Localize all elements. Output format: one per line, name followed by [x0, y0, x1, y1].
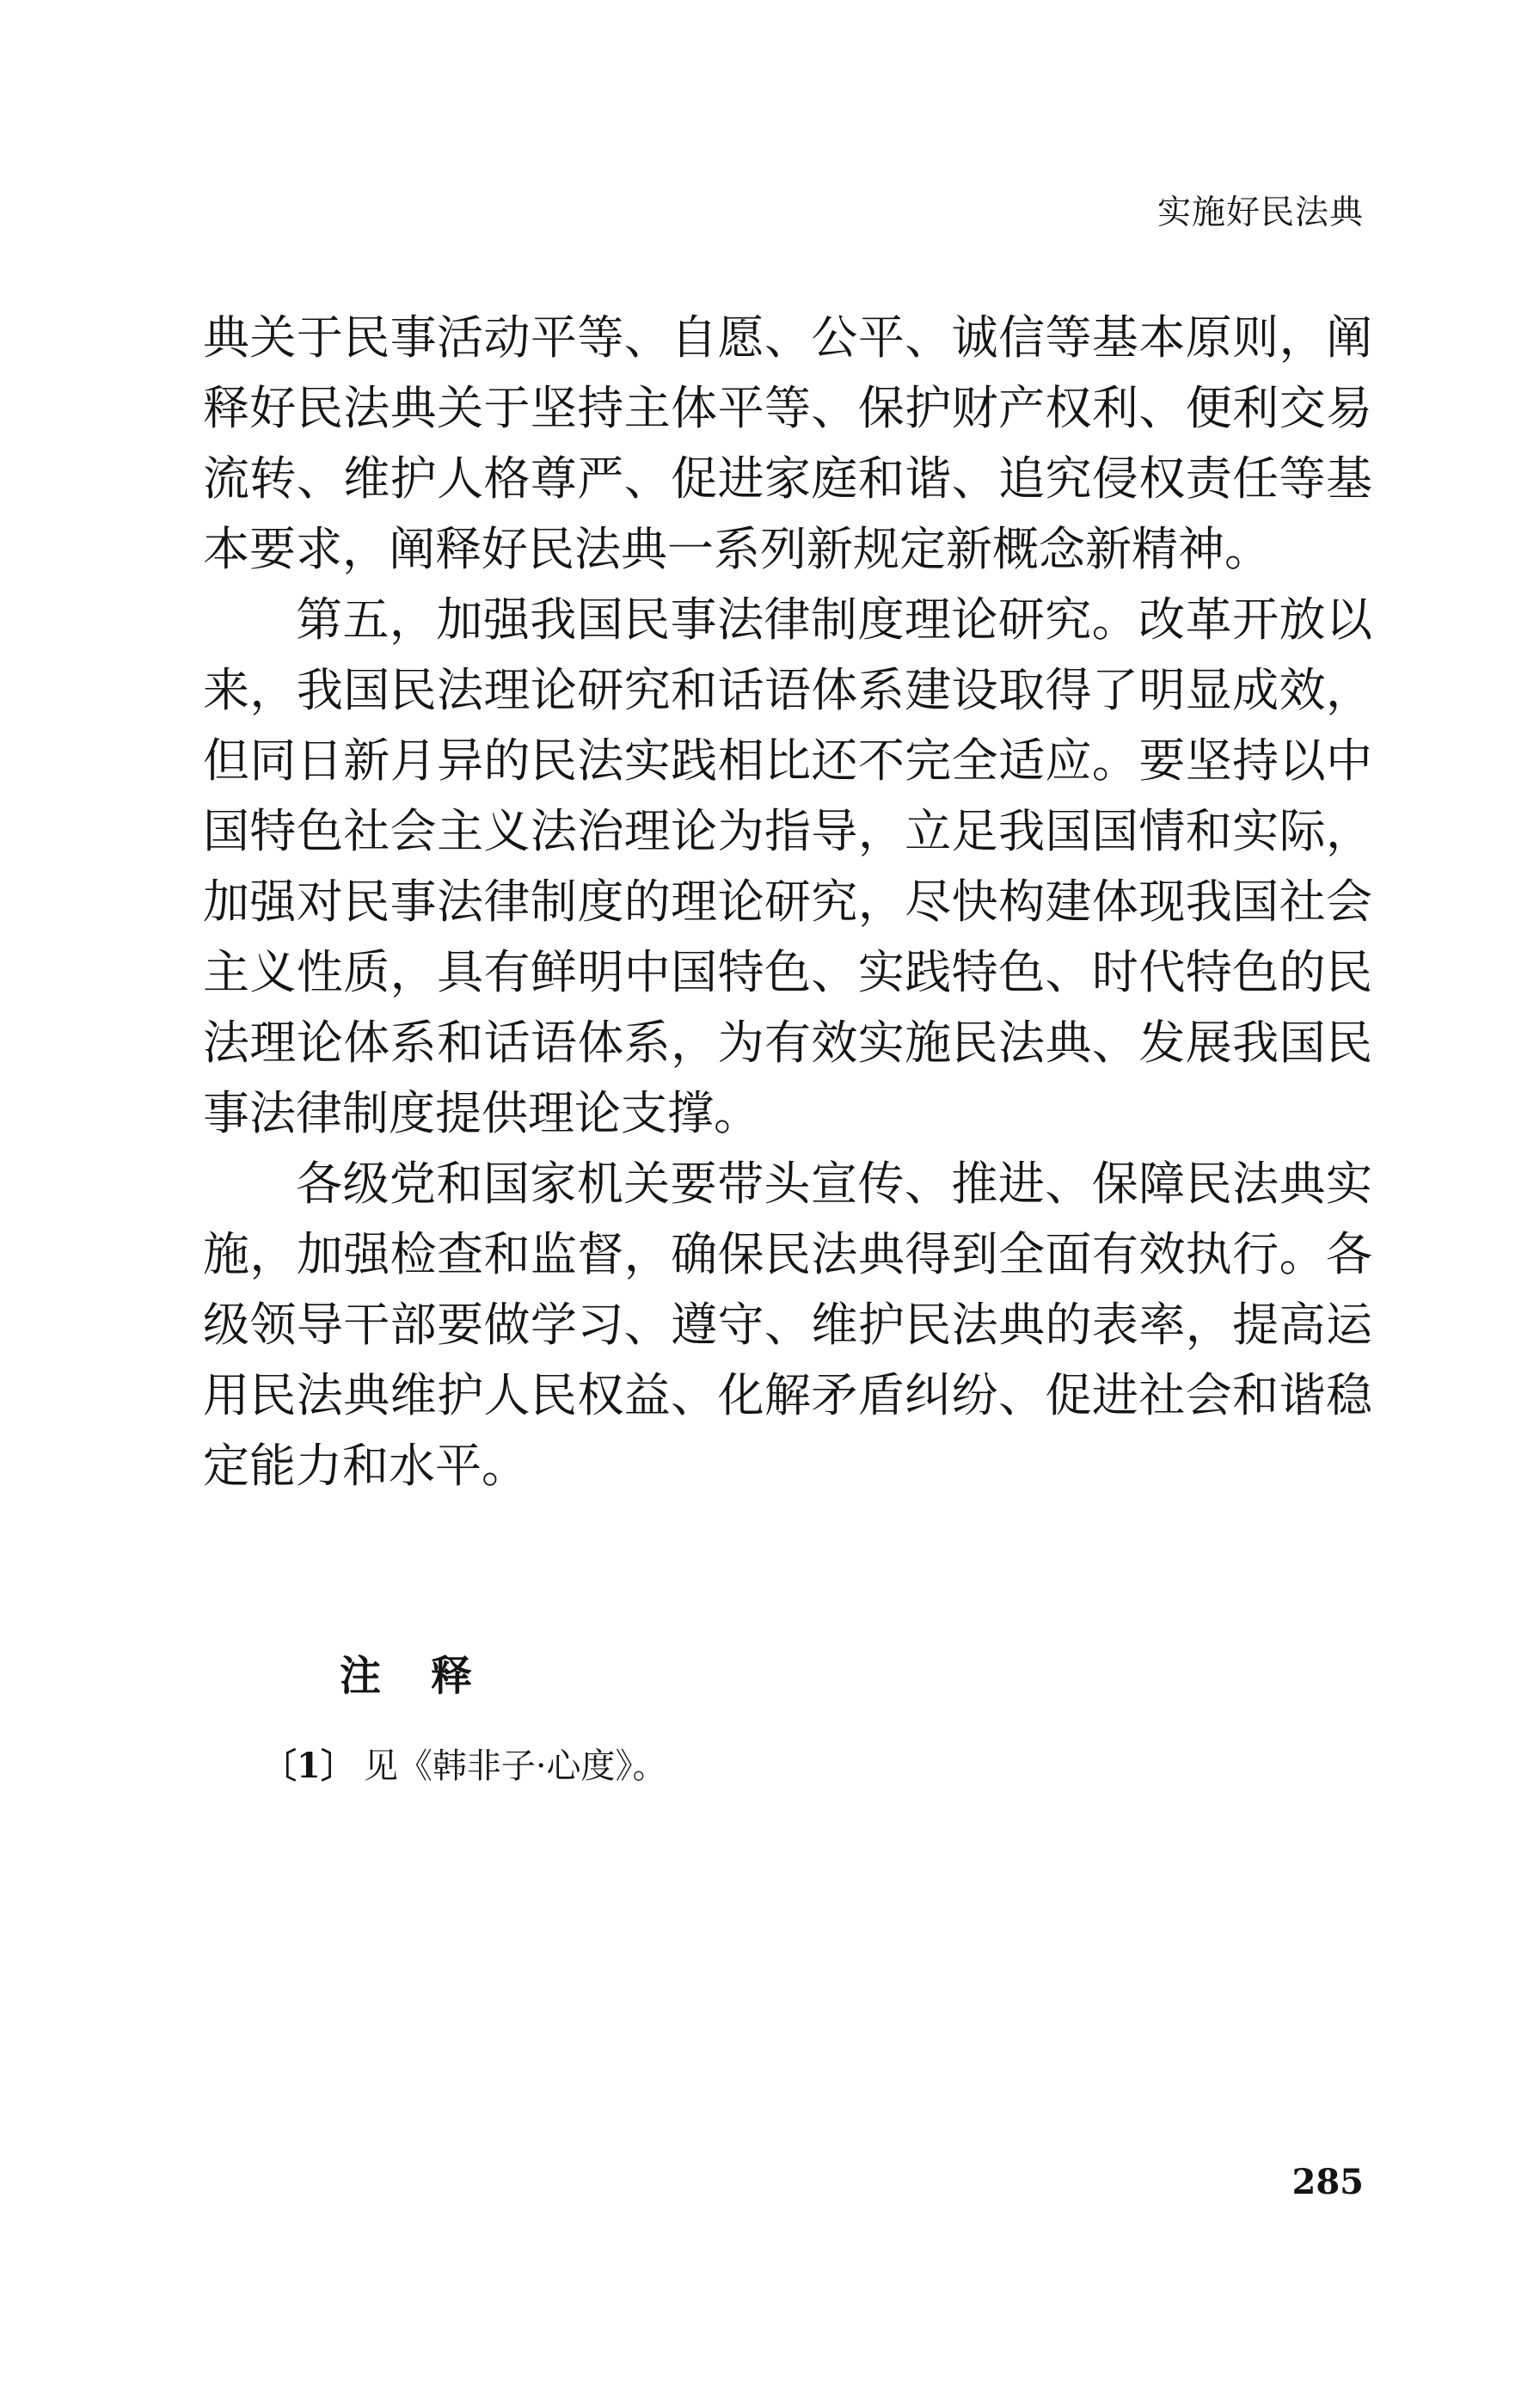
- footnote-number: 〔1〕: [262, 1746, 355, 1786]
- footnote-text: 见《韩非子·心度》。: [363, 1747, 667, 1786]
- paragraph-fifth-point: 第五，加强我国民事法律制度理论研究。改革开放以来，我国民法理论研究和话语体系建设取得了明显成效，但同日新月异的民法实践相比还不完全适应。要坚持以中国特色社会主义法治理论为指导，立足我国国情和实际，加强对民事法律制度的理论研究，尽快构建体现我国社会主义性质，具有鲜明中国特色、实践特色、时代特色的民法理论体系和话语体系，为有效实施民法典、发展我国民事法律制度提供理论支撑。: [203, 592, 1372, 1140]
- paragraph-closing: 各级党和国家机关要带头宣传、推进、保障民法典实施，加强检查和监督，确保民法典得到全面有效执行。各级领导干部要做学习、遵守、维护民法典的表率，提高运用民法典维护人民权益、化解矛盾纠纷、促进社会和谐稳定能力和水平。: [203, 1157, 1372, 1493]
- page-number: 285: [1292, 2162, 1364, 2202]
- body-text: [203, 303, 1372, 1501]
- footnote-item: [262, 1746, 667, 1786]
- paragraph-continued: 典关于民事活动平等、自愿、公平、诚信等基本原则，阐释好民法典关于坚持主体平等、保护财产权利、便利交易流转、维护人格尊严、促进家庭和谐、追究侵权责任等基本要求，阐释好民法典一系列新规定新概念新精神。: [203, 310, 1372, 576]
- notes-heading: 注释: [340, 1652, 523, 1700]
- running-header: 实施好民法典: [1157, 193, 1364, 232]
